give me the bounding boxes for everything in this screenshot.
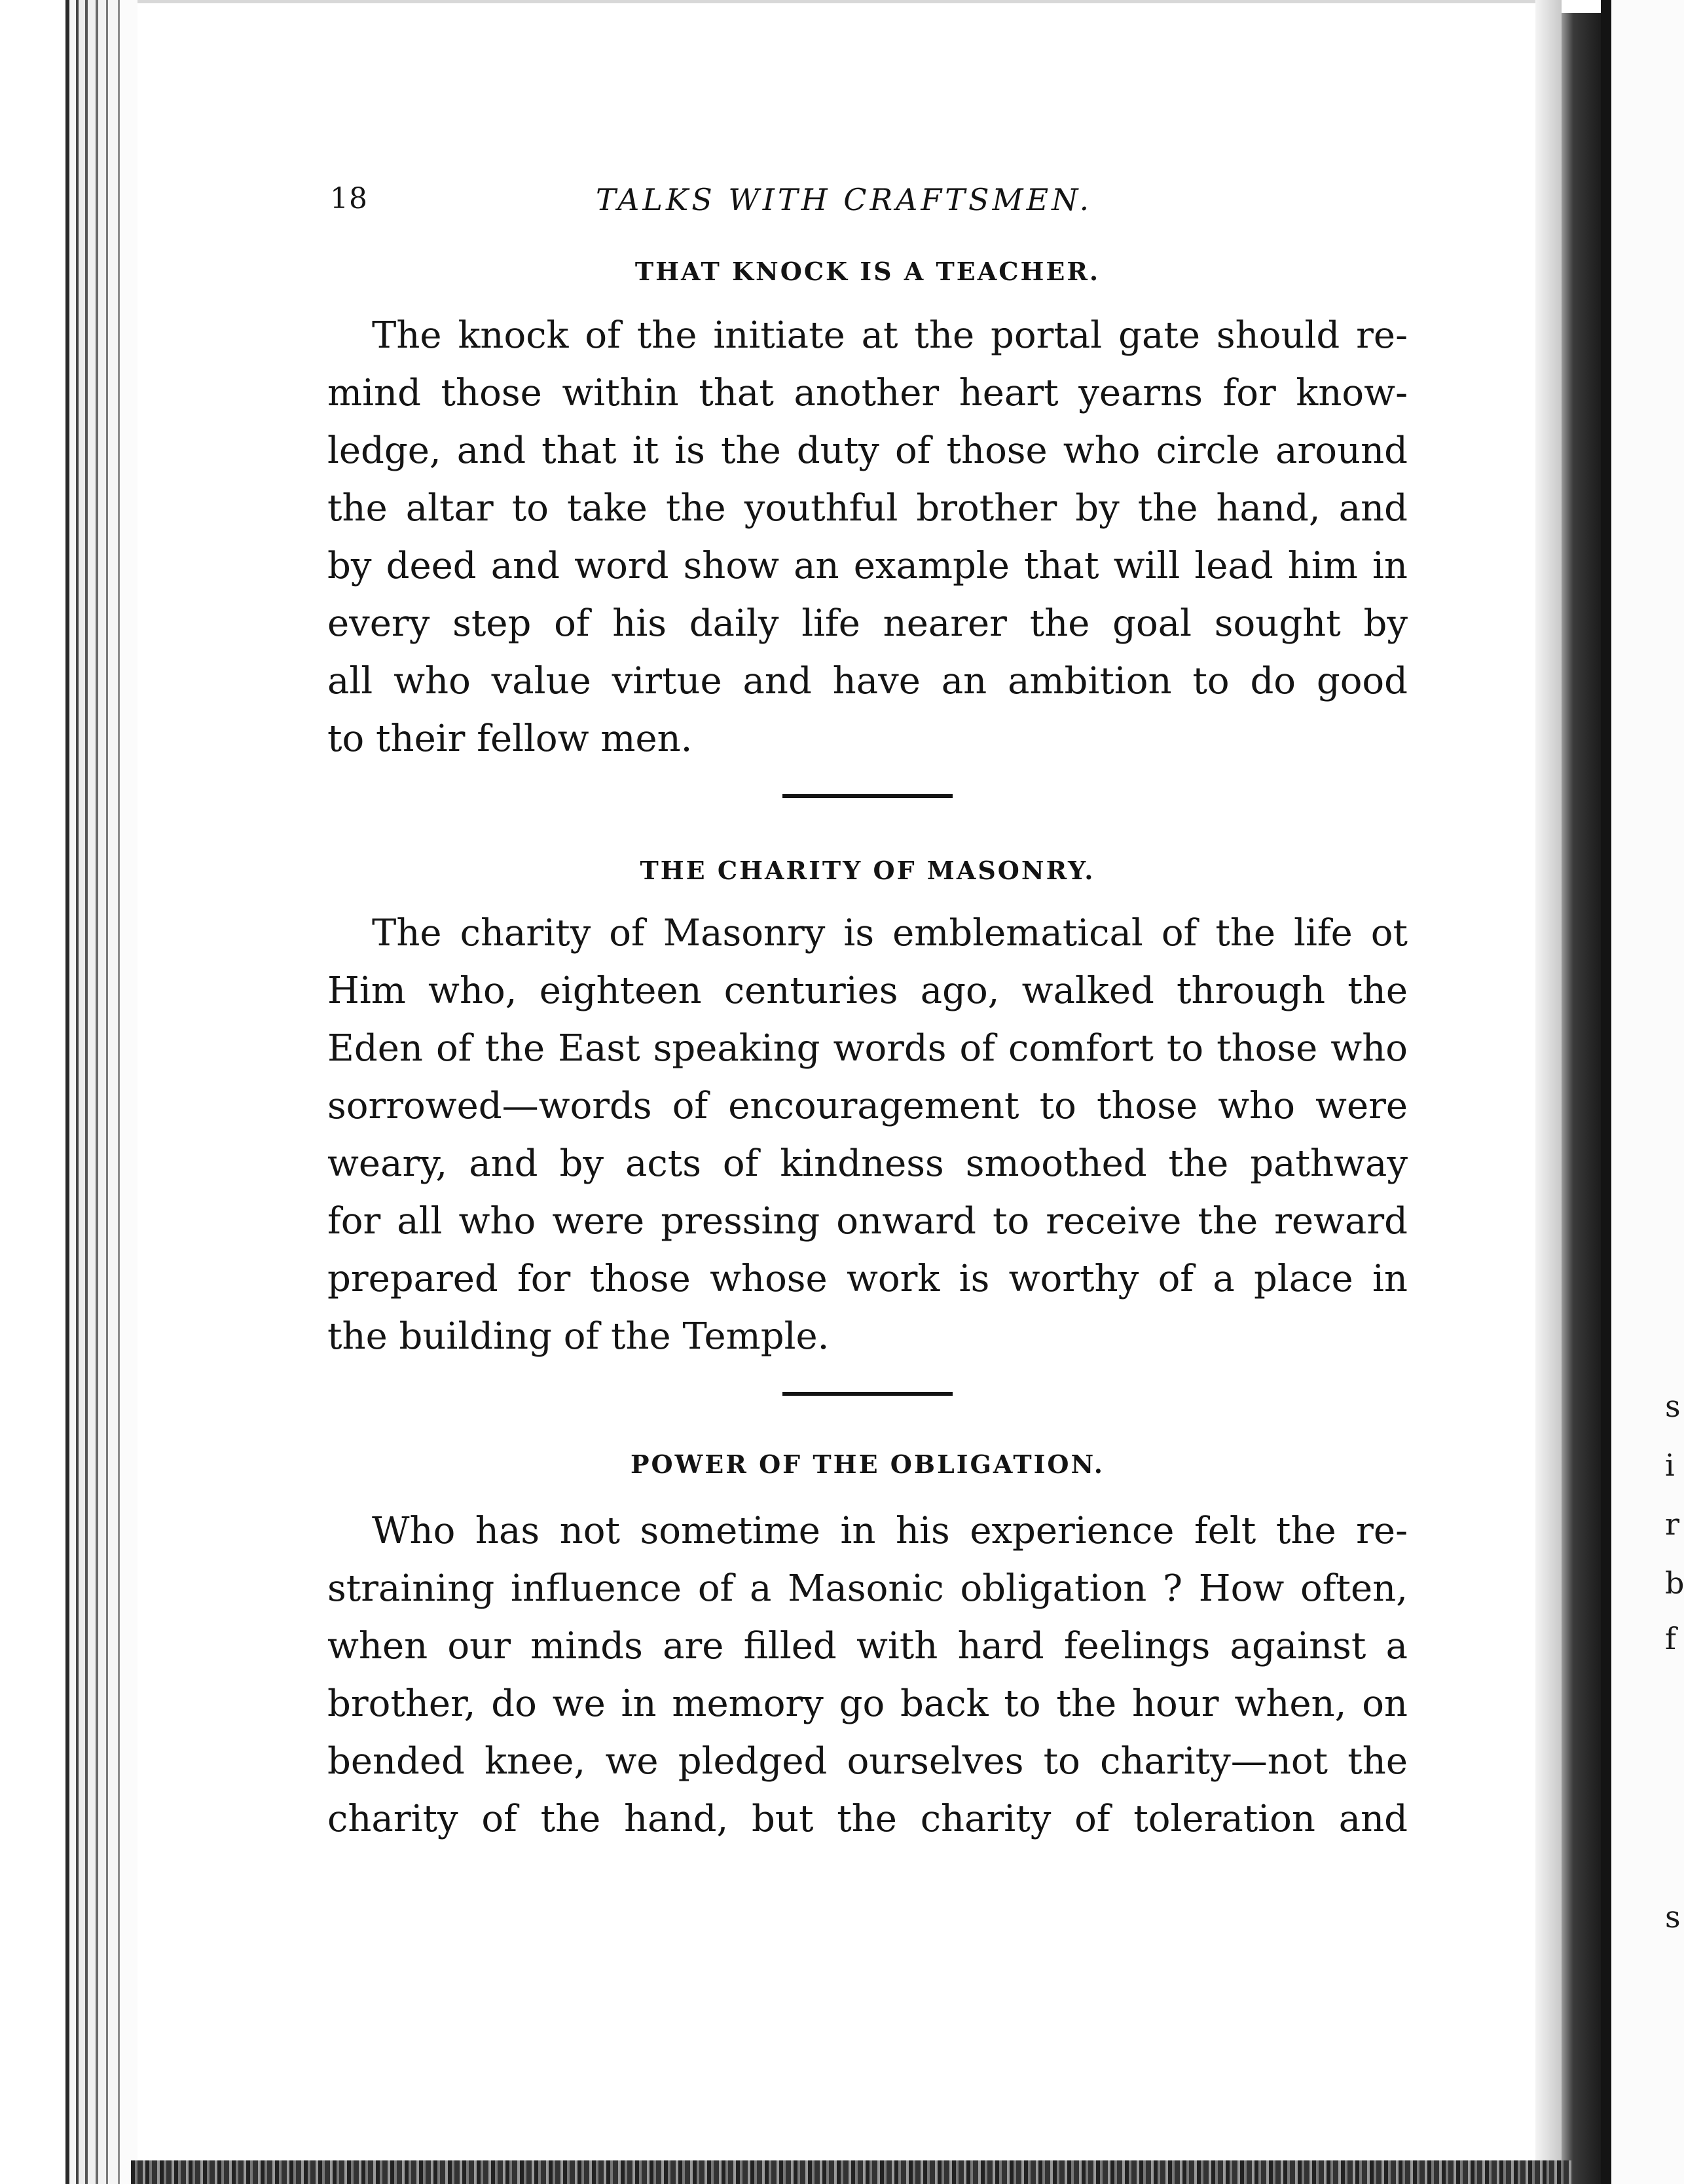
page-edges xyxy=(65,0,137,2184)
section-body xyxy=(327,307,1408,768)
text-line: sorrowed—words of encouragement to those who were xyxy=(327,1085,1408,1127)
text-line: ledge, and that it is the duty of those who circle around xyxy=(327,429,1408,472)
page-number: 18 xyxy=(330,182,368,215)
facing-page-fragment: b xyxy=(1665,1568,1684,1598)
facing-page-fragment: r xyxy=(1665,1509,1679,1539)
page-top-edge xyxy=(131,0,1539,3)
facing-page-fragment: s xyxy=(1665,1391,1681,1421)
facing-page-edge xyxy=(1611,0,1684,2184)
text-line: brother, do we in memory go back to the hour when, on xyxy=(327,1683,1408,1725)
text-line: The knock of the initiate at the portal gate should re- xyxy=(372,314,1408,357)
text-line: Eden of the East speaking words of comfort to those who xyxy=(327,1027,1408,1070)
text-line: the building of the Temple. xyxy=(327,1315,830,1358)
section-divider xyxy=(782,1392,953,1396)
scan-bottom-edge xyxy=(131,2160,1571,2184)
text-line: the altar to take the youthful brother by the hand, and xyxy=(327,487,1408,530)
text-line: mind those within that another heart yearns for know- xyxy=(327,372,1408,414)
book-binding xyxy=(1562,13,1601,2184)
section-divider xyxy=(782,794,953,798)
text-line: to their fellow men. xyxy=(327,718,693,760)
text-line: weary, and by acts of kindness smoothed the pathway xyxy=(327,1142,1408,1185)
section-body xyxy=(327,905,1408,1366)
text-line: every step of his daily life nearer the goal sought by xyxy=(327,602,1408,645)
text-line: by deed and word show an example that will lead him in xyxy=(327,545,1408,587)
facing-page-fragment: f xyxy=(1665,1624,1677,1654)
section-body xyxy=(327,1502,1408,1848)
section-heading: THE CHARITY OF MASONRY. xyxy=(640,856,1095,885)
text-line: all who value virtue and have an ambition to do good xyxy=(327,660,1408,702)
text-line: Who has not sometime in his experience felt the re- xyxy=(372,1510,1408,1552)
text-line: when our minds are filled with hard feelings against a xyxy=(327,1625,1408,1667)
text-line: Him who, eighteen centuries ago, walked through the xyxy=(327,970,1408,1012)
facing-page-fragment: i xyxy=(1665,1450,1675,1480)
text-line: prepared for those whose work is worthy of a place in xyxy=(327,1258,1408,1300)
running-head xyxy=(327,170,1408,229)
section-heading: THAT KNOCK IS A TEACHER. xyxy=(634,257,1101,286)
book-page xyxy=(327,170,1408,1848)
binding-edge xyxy=(1601,0,1611,2184)
text-line: The charity of Masonry is emblematical of the life ot xyxy=(372,912,1408,955)
text-line: straining influence of a Masonic obligation ? How often, xyxy=(327,1567,1408,1610)
facing-page-fragment: s xyxy=(1665,1902,1681,1932)
gutter-shadow xyxy=(1535,0,1562,2184)
section-heading: POWER OF THE OBLIGATION. xyxy=(630,1449,1105,1479)
text-line: charity of the hand, but the charity of toleration and xyxy=(327,1798,1408,1840)
text-line: bended knee, we pledged ourselves to charity—not the xyxy=(327,1740,1408,1783)
text-line: for all who were pressing onward to receive the reward xyxy=(327,1200,1408,1243)
running-title: TALKS WITH CRAFTSMEN. xyxy=(596,182,1093,217)
